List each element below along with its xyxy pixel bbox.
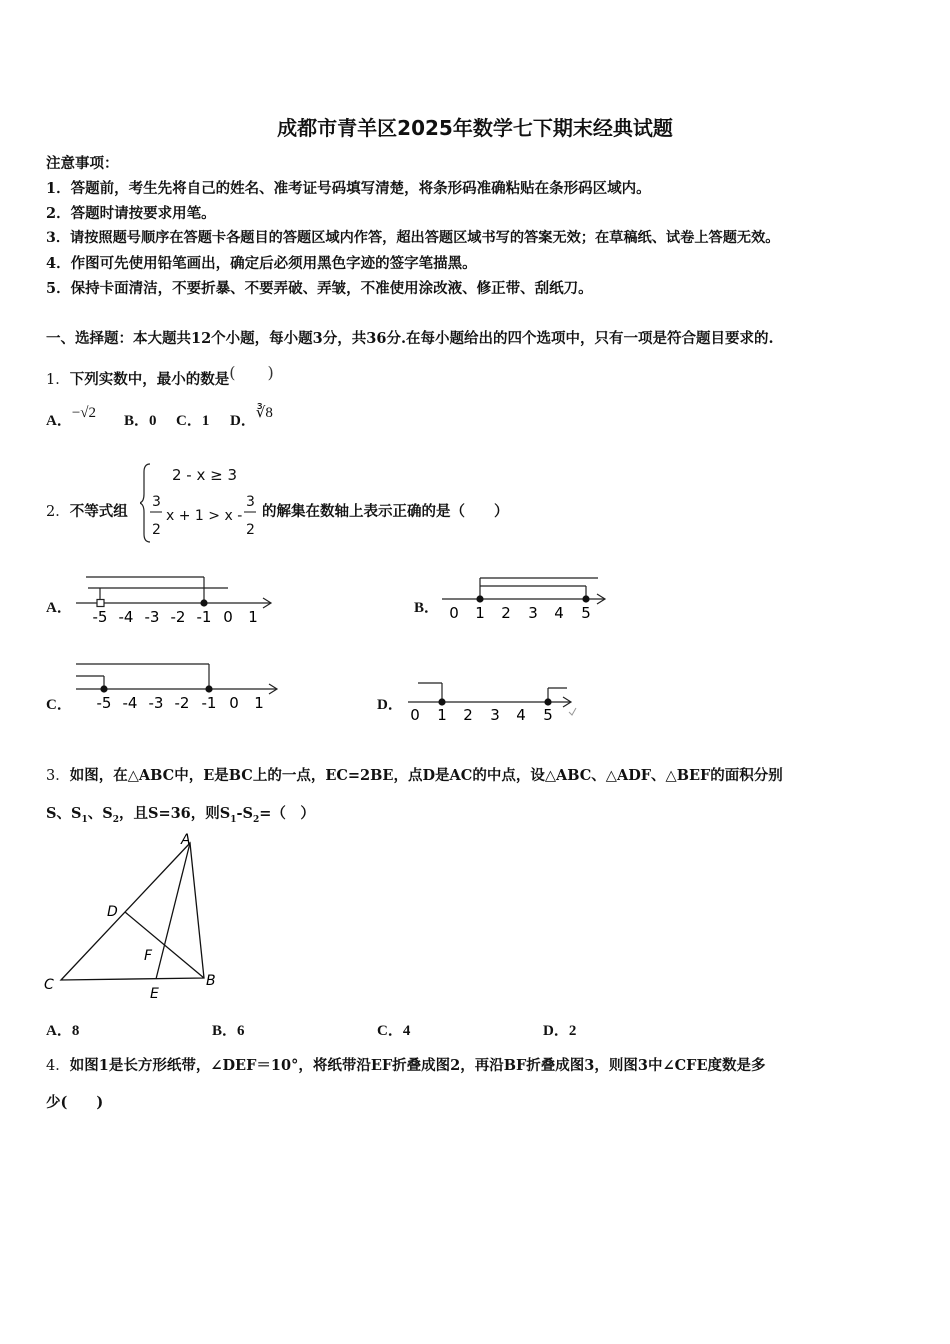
- q3-option-b: B．6: [212, 1023, 245, 1039]
- fraction-1-num: 3: [152, 494, 161, 510]
- question-number: 1．: [46, 372, 70, 388]
- q2-option-d-label: D．: [377, 697, 403, 713]
- q1-option-a: [46, 405, 97, 430]
- fraction-2-num: 3: [246, 494, 255, 510]
- question-2-stem-end: 的解集在数轴上表示正确的是（ ）: [262, 503, 509, 520]
- label-c: C: [44, 977, 54, 993]
- closed-endpoint: [582, 595, 589, 602]
- number-line-b: [438, 570, 618, 628]
- left-brace: [140, 464, 150, 542]
- return-mark-icon: [569, 708, 576, 715]
- option-label: D．: [230, 413, 256, 429]
- open-endpoint: [97, 600, 104, 607]
- q2-option-c-label: C．: [46, 697, 72, 713]
- inequality-system: [140, 458, 265, 548]
- svg-text:0: 0: [229, 694, 239, 712]
- svg-text:4: 4: [554, 604, 564, 622]
- svg-text:-4: -4: [118, 608, 134, 626]
- svg-text:-1: -1: [196, 608, 212, 626]
- q1-option-d: [230, 405, 273, 430]
- svg-text:-3: -3: [148, 694, 164, 712]
- q1-option-c: C．1: [176, 413, 210, 429]
- q3-option-c: C．4: [377, 1023, 411, 1039]
- question-2-stem: [46, 500, 128, 521]
- question-number: 4．: [46, 1058, 70, 1074]
- closed-endpoint: [205, 685, 212, 692]
- page-title: 成都市青羊区2025年数学七下期末经典试题: [277, 116, 673, 140]
- svg-text:-2: -2: [174, 694, 190, 712]
- notice-item-4: 4．作图可先使用铅笔画出，确定后必须用黑色字迹的签字笔描黑。: [46, 255, 477, 272]
- label-d: D: [107, 904, 118, 920]
- inequality-1: 2 - x ≥ 3: [172, 466, 238, 484]
- segment-ae: [156, 843, 190, 979]
- question-number: 3．: [46, 768, 70, 784]
- question-stem: 如图，在△ABC中，E是BC上的一点，EC=2BE，点D是AC的中点，设△ABC、△ADF、△BEF的面积分别: [69, 767, 783, 784]
- svg-text:-1: -1: [201, 694, 217, 712]
- svg-text:5: 5: [581, 604, 591, 622]
- svg-text:3: 3: [490, 706, 500, 724]
- svg-text:5: 5: [543, 706, 553, 724]
- question-number: 2．: [46, 504, 70, 520]
- svg-text:1: 1: [254, 694, 264, 712]
- option-label: A．: [46, 413, 72, 429]
- question-4-line-2: 少( ): [46, 1094, 104, 1111]
- option-value: −√2: [71, 405, 97, 421]
- number-line-a: [70, 570, 280, 628]
- svg-text:3: 3: [528, 604, 538, 622]
- q3-option-d: D．2: [543, 1023, 577, 1039]
- q2-option-b-label: B．: [414, 600, 440, 616]
- triangle-figure: [40, 828, 230, 1008]
- question-4-line-1: [46, 1054, 766, 1075]
- svg-text:4: 4: [516, 706, 526, 724]
- q1-option-b: B．0: [124, 413, 157, 429]
- svg-text:2: 2: [501, 604, 511, 622]
- svg-text:-3: -3: [144, 608, 160, 626]
- inequality-2: x + 1 > x -: [166, 508, 243, 524]
- question-3-line-2: S、$S_1$、$S_2$，且S=36，则$S_1-S_2=$（ ）: [46, 805, 315, 825]
- answer-paren: ( ): [229, 363, 274, 382]
- notice-item-1: 1．答题前，考生先将自己的姓名、准考证号码填写清楚，将条形码准确粘贴在条形码区域内。: [46, 180, 651, 197]
- closed-endpoint: [476, 595, 483, 602]
- notice-heading: 注意事项：: [46, 155, 119, 172]
- notice-item-2: 2．答题时请按要求用笔。: [46, 205, 216, 222]
- section-heading: 一、选择题：本大题共12个小题，每小题3分，共36分.在每小题给出的四个选项中，只有一项是符合题目要求的.: [46, 330, 774, 347]
- svg-text:-2: -2: [170, 608, 186, 626]
- svg-text:-4: -4: [122, 694, 138, 712]
- closed-endpoint: [200, 599, 207, 606]
- closed-endpoint: [544, 698, 551, 705]
- svg-text:0: 0: [223, 608, 233, 626]
- q3-option-a: A．8: [46, 1023, 80, 1039]
- svg-text:-5: -5: [96, 694, 112, 712]
- label-e: E: [150, 986, 159, 1002]
- question-stem: 如图1是长方形纸带，∠DEF＝10°，将纸带沿EF折叠成图2，再沿BF折叠成图3，则图3中∠CFE度数是多: [69, 1057, 766, 1074]
- svg-text:0: 0: [449, 604, 459, 622]
- number-line-c: [70, 658, 280, 720]
- question-3-line-1: [46, 764, 783, 785]
- closed-endpoint: [100, 685, 107, 692]
- svg-text:0: 0: [410, 706, 420, 724]
- svg-text:1: 1: [437, 706, 447, 724]
- label-b: B: [206, 973, 216, 989]
- closed-endpoint: [438, 698, 445, 705]
- option-value: ∛8: [255, 405, 273, 421]
- notice-item-5: 5．保持卡面清洁，不要折暴、不要弄破、弄皱，不准使用涂改液、修正带、刮纸刀。: [46, 280, 593, 297]
- svg-text:1: 1: [475, 604, 485, 622]
- question-1: [46, 363, 274, 389]
- svg-text:2: 2: [463, 706, 473, 724]
- question-stem: 不等式组: [69, 503, 128, 520]
- svg-text:-5: -5: [92, 608, 108, 626]
- label-f: F: [144, 948, 153, 964]
- number-line-d: [400, 676, 585, 726]
- notice-item-3: 3．请按照题号顺序在答题卡各题目的答题区域内作答，超出答题区域书写的答案无效；在草稿纸、试卷上答题无效。: [46, 230, 780, 246]
- question-stem: 下列实数中，最小的数是: [69, 371, 230, 388]
- label-a: A: [181, 832, 191, 848]
- svg-text:1: 1: [248, 608, 258, 626]
- fraction-1-den: 2: [152, 522, 161, 538]
- q2-option-a-label: A．: [46, 600, 72, 616]
- fraction-2-den: 2: [246, 522, 255, 538]
